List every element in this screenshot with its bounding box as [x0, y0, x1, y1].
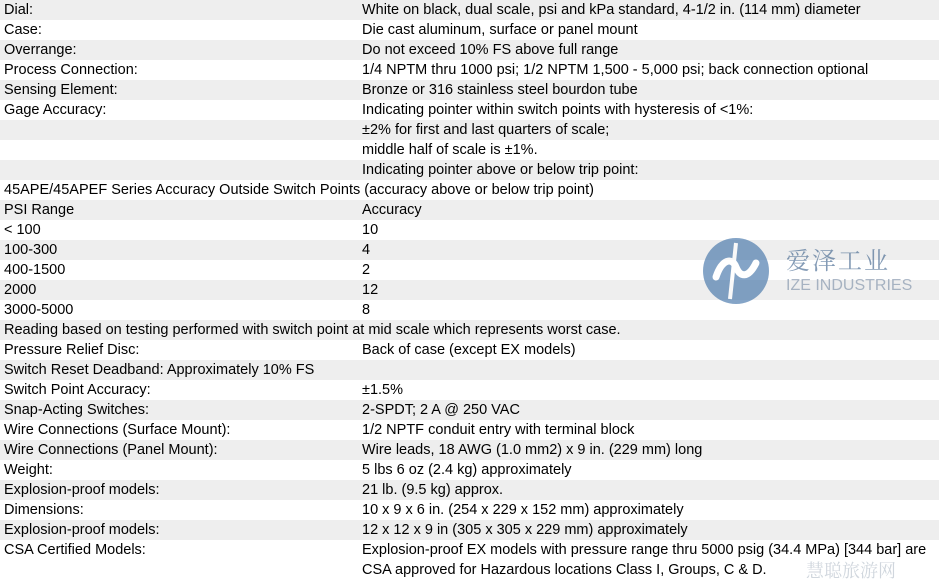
spec-value: Indicating pointer above or below trip point:: [358, 160, 939, 180]
spec-label: Dial:: [0, 0, 358, 20]
spec-value: 5 lbs 6 oz (2.4 kg) approximately: [362, 462, 572, 478]
spec-label: Wire Connections (Surface Mount):: [4, 422, 231, 438]
spec-value: White on black, dual scale, psi and kPa standard, 4-1/2 in. (114 mm) diameter: [358, 0, 939, 20]
company-logo: [702, 237, 932, 307]
spec-row: [0, 320, 939, 340]
spec-value: 12 x 12 x 9 in (305 x 305 x 229 mm) approximately: [358, 520, 939, 540]
spec-row: [0, 60, 939, 80]
spec-label: [0, 120, 358, 140]
spec-label: Snap-Acting Switches:: [0, 400, 358, 420]
spec-value: 12: [358, 280, 939, 300]
spec-value: ±2% for first and last quarters of scale;: [358, 120, 939, 140]
spec-row: [0, 500, 939, 520]
spec-value: 2-SPDT; 2 A @ 250 VAC: [358, 400, 939, 420]
spec-note: 45APE/45APEF Series Accuracy Outside Switch Points (accuracy above or below trip point): [4, 182, 594, 198]
spec-row: [0, 120, 939, 140]
spec-value: 1/4 NPTM thru 1000 psi; 1/2 NPTM 1,500 - 5,000 psi; back connection optional: [362, 62, 869, 78]
spec-label: Process Connection:: [4, 62, 138, 78]
spec-label: Wire Connections (Panel Mount):: [0, 440, 358, 460]
spec-label: 400-1500: [4, 262, 66, 278]
spec-label: Explosion-proof models:: [0, 480, 358, 500]
spec-label: 100-300: [0, 240, 358, 260]
spec-value: Do not exceed 10% FS above full range: [358, 40, 939, 60]
spec-row: [0, 420, 939, 440]
logo-chinese-name: 爱泽工业: [786, 247, 890, 275]
spec-label: PSI Range: [0, 200, 358, 220]
spec-note: Reading based on testing performed with switch point at mid scale which represents worst case.: [0, 320, 939, 340]
spec-value: Die cast aluminum, surface or panel mount: [362, 22, 638, 38]
spec-value: middle half of scale is ±1%.: [362, 142, 538, 158]
spec-value: Accuracy: [358, 200, 939, 220]
spec-label: CSA Certified Models:: [4, 542, 146, 558]
spec-value: Back of case (except EX models): [362, 342, 576, 358]
spec-label: Sensing Element:: [0, 80, 358, 100]
spec-value: Wire leads, 18 AWG (1.0 mm2) x 9 in. (229 mm) long: [358, 440, 939, 460]
spec-label: Switch Point Accuracy:: [4, 382, 151, 398]
spec-value: 8: [362, 302, 371, 318]
logo-english-name: IZE INDUSTRIES: [786, 277, 913, 294]
ize-logo-icon: [702, 237, 770, 305]
spec-row: [0, 180, 939, 200]
spec-value: ±1.5%: [362, 382, 404, 398]
spec-row: [0, 80, 939, 100]
spec-row: [0, 0, 939, 20]
spec-label: < 100: [4, 222, 41, 238]
spec-row: [0, 200, 939, 220]
spec-value: 2: [362, 262, 371, 278]
spec-value: Bronze or 316 stainless steel bourdon tube: [358, 80, 939, 100]
spec-row: [0, 100, 939, 120]
spec-label: 2000: [0, 280, 358, 300]
site-watermark: 慧聪旅游网: [806, 561, 896, 582]
spec-row: [0, 520, 939, 540]
spec-value: 21 lb. (9.5 kg) approx.: [358, 480, 939, 500]
spec-label: Case:: [4, 22, 42, 38]
spec-label: Pressure Relief Disc:: [4, 342, 140, 358]
spec-row: [0, 40, 939, 60]
spec-value: Indicating pointer within switch points with hysteresis of <1%:: [362, 102, 754, 118]
spec-row: [0, 340, 939, 360]
spec-label: Overrange:: [0, 40, 358, 60]
spec-row: [0, 140, 939, 160]
spec-value: 1/2 NPTF conduit entry with terminal block: [362, 422, 635, 438]
spec-row: [0, 360, 939, 380]
spec-label: Dimensions:: [4, 502, 84, 518]
spec-row: [0, 540, 939, 580]
spec-row: [0, 400, 939, 420]
spec-row: [0, 440, 939, 460]
spec-label: Gage Accuracy:: [4, 102, 107, 118]
spec-value: 10 x 9 x 6 in. (254 x 229 x 152 mm) approximately: [362, 502, 684, 518]
spec-value: Explosion-proof EX models with pressure range thru 5000 psig (34.4 MPa) [344 bar] are CSA approved for Hazardous locations Class I, Groups, C & D.: [362, 542, 927, 578]
spec-row: [0, 380, 939, 400]
spec-value: 10: [362, 222, 379, 238]
spec-label: 3000-5000: [4, 302, 74, 318]
spec-value: 4: [358, 240, 939, 260]
spec-label: [0, 160, 358, 180]
spec-note: Switch Reset Deadband: Approximately 10% FS: [0, 360, 939, 380]
spec-row: [0, 480, 939, 500]
spec-row: [0, 460, 939, 480]
spec-label: Explosion-proof models:: [0, 520, 358, 540]
spec-row: [0, 20, 939, 40]
spec-row: [0, 160, 939, 180]
spec-label: Weight:: [4, 462, 53, 478]
spec-label: [0, 140, 358, 160]
